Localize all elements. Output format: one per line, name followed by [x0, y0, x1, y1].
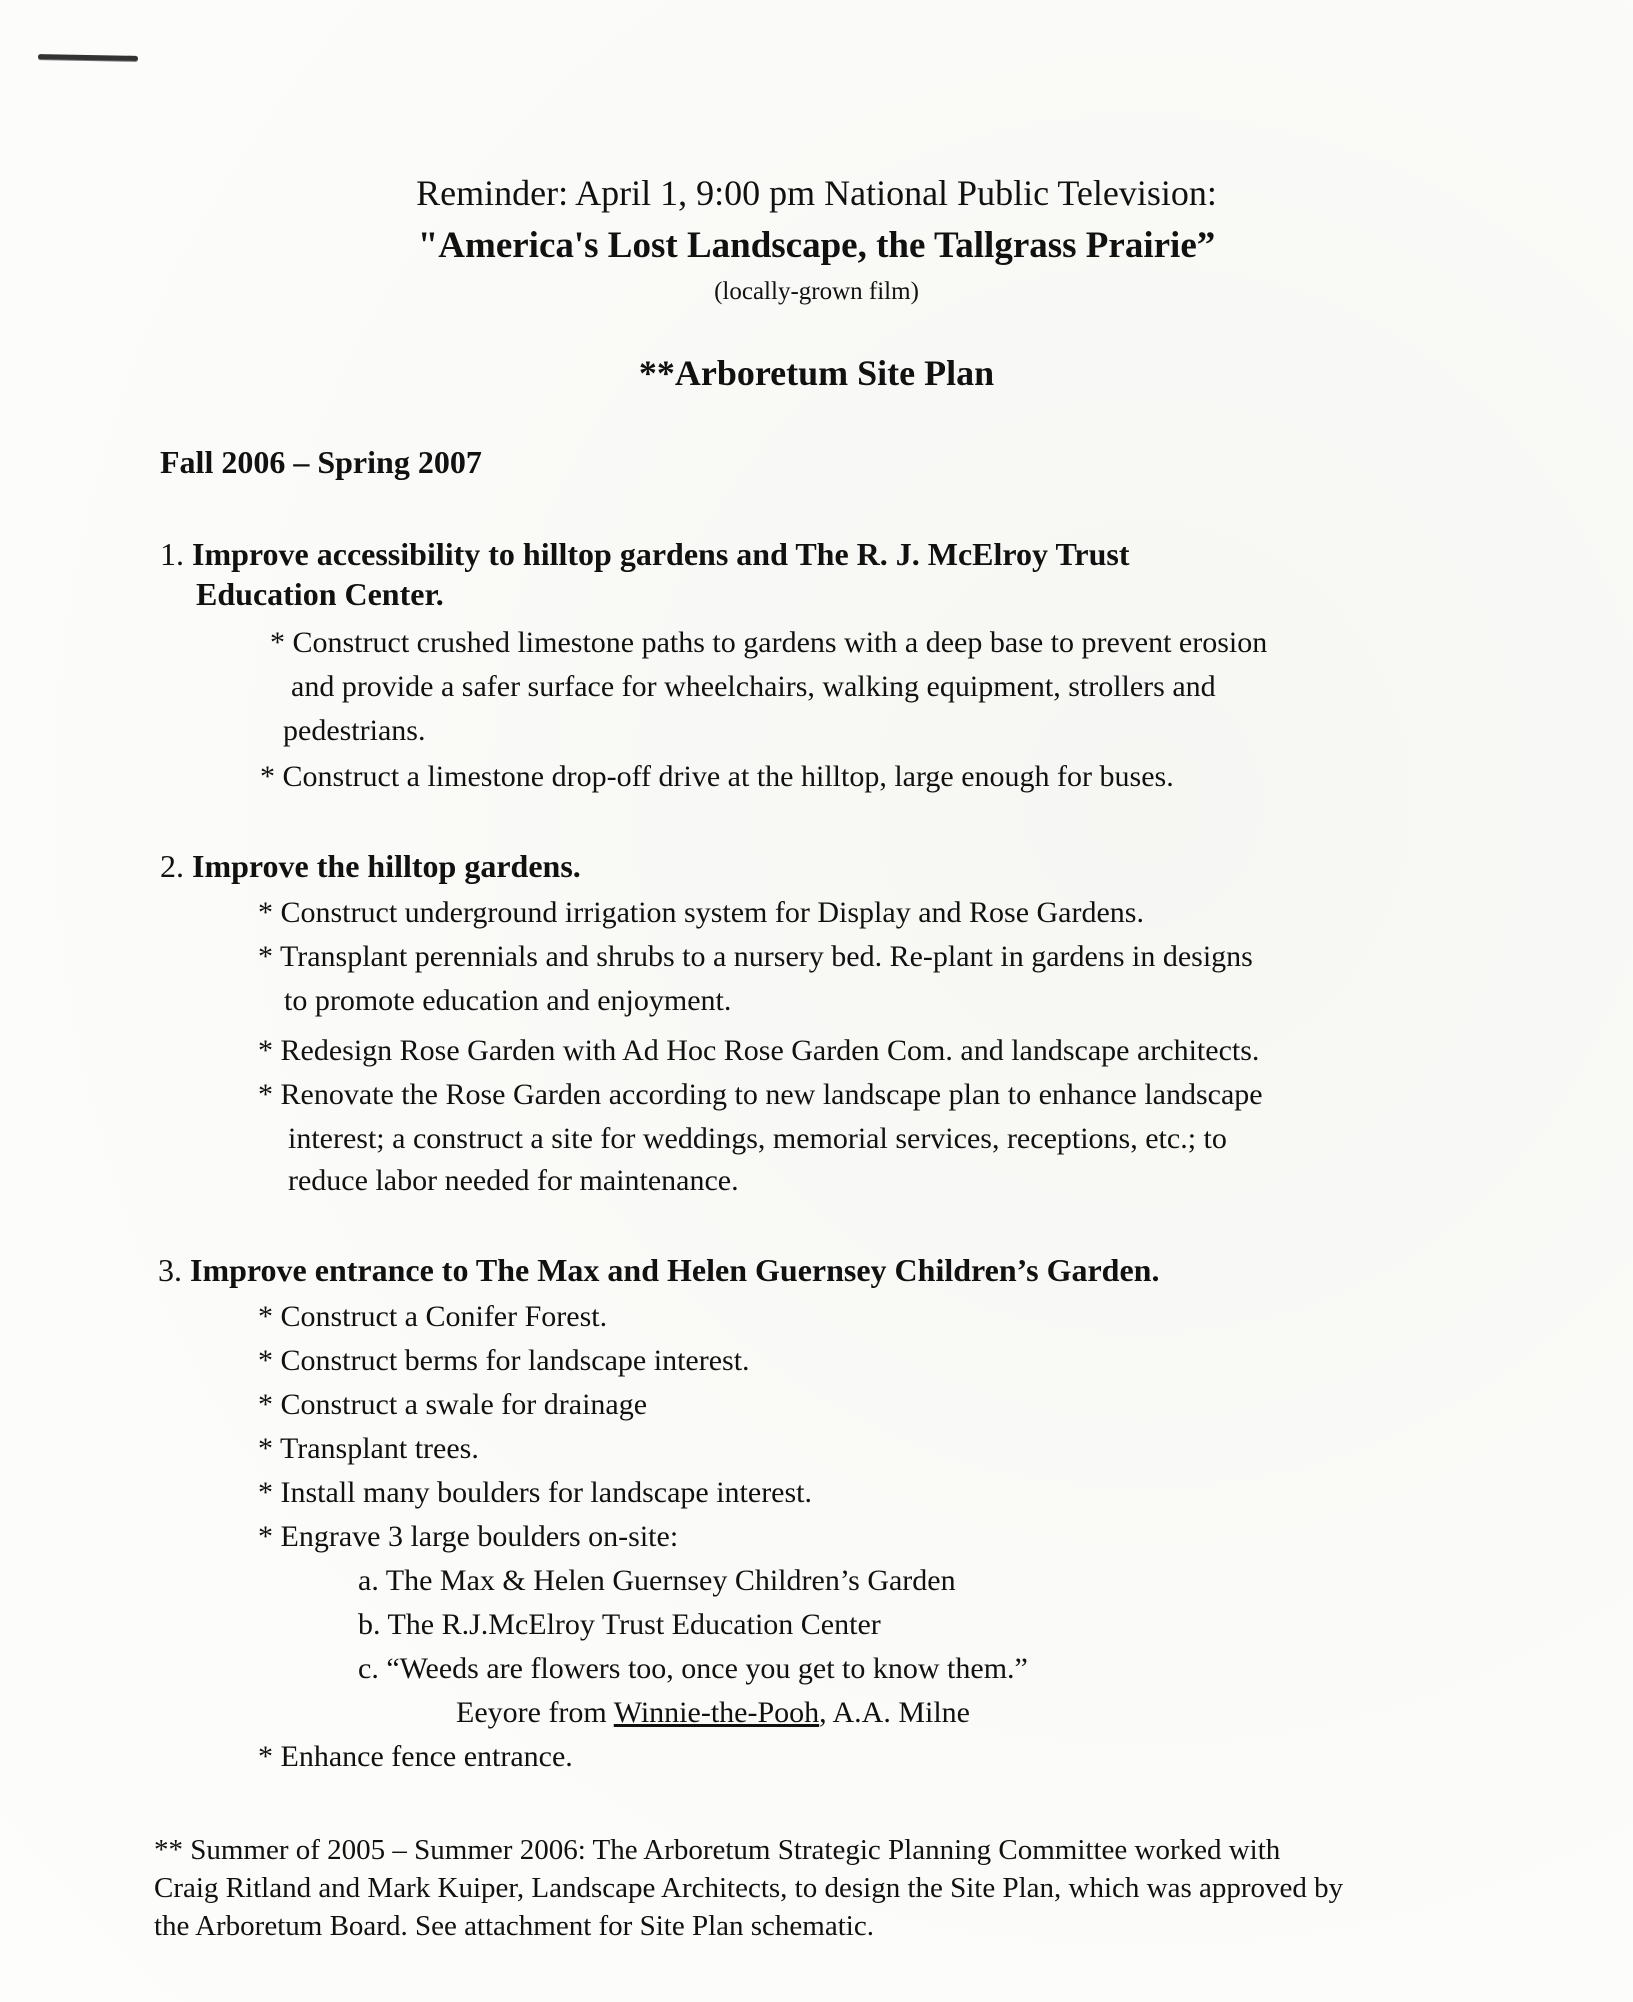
- bullet-line: * Enhance fence entrance.: [258, 1740, 573, 1773]
- quote-attribution: [456, 1696, 970, 1730]
- bullet-line: interest; a construct a site for weddings, memorial services, receptions, etc.; to: [288, 1122, 1227, 1155]
- bullet-line: * Construct crushed limestone paths to gardens with a deep base to prevent erosion: [270, 626, 1268, 659]
- film-title: "America's Lost Landscape, the Tallgrass Prairie”: [417, 225, 1216, 266]
- footnote-line: the Arboretum Board. See attachment for Site Plan schematic.: [154, 1910, 874, 1942]
- section-number: 1.: [160, 536, 184, 572]
- engraving-item: b. The R.J.McElroy Trust Education Center: [358, 1608, 881, 1641]
- bullet-line: * Construct a swale for drainage: [258, 1388, 648, 1421]
- section-title: Improve the hilltop gardens.: [192, 848, 581, 884]
- section-1-heading-cont: Education Center.: [196, 576, 444, 612]
- bullet-line: * Construct a Conifer Forest.: [258, 1300, 608, 1333]
- bullet-line: * Transplant trees.: [258, 1432, 479, 1465]
- bullet-line: * Construct a limestone drop-off drive at the hilltop, large enough for buses.: [260, 760, 1174, 793]
- bullet-line: * Engrave 3 large boulders on-site:: [258, 1520, 679, 1553]
- section-title: Improve accessibility to hilltop gardens and The R. J. McElroy Trust: [192, 536, 1130, 572]
- section-number: 3.: [158, 1252, 182, 1288]
- site-plan-title: **Arboretum Site Plan: [638, 353, 995, 393]
- attribution-suffix: , A.A. Milne: [819, 1696, 970, 1729]
- bullet-line: * Construct underground irrigation system for Display and Rose Gardens.: [258, 896, 1144, 929]
- film-note: (locally-grown film): [714, 278, 919, 305]
- footnote-line: ** Summer of 2005 – Summer 2006: The Arboretum Strategic Planning Committee worked with: [154, 1834, 1281, 1866]
- bullet-line: * Install many boulders for landscape interest.: [258, 1476, 813, 1509]
- tv-reminder: Reminder: April 1, 9:00 pm National Public Television:: [416, 173, 1217, 213]
- period-heading: Fall 2006 – Spring 2007: [160, 444, 482, 480]
- engraving-item: c. “Weeds are flowers too, once you get to know them.”: [358, 1652, 1028, 1685]
- book-title: Winnie-the-Pooh: [613, 1696, 820, 1729]
- footnote-line: Craig Ritland and Mark Kuiper, Landscape Architects, to design the Site Plan, which was approved by: [154, 1872, 1344, 1904]
- bullet-line: to promote education and enjoyment.: [284, 984, 732, 1017]
- section-3-heading: [158, 1252, 1159, 1289]
- section-2-heading: [160, 848, 581, 885]
- bullet-line: * Redesign Rose Garden with Ad Hoc Rose Garden Com. and landscape architects.: [258, 1034, 1260, 1067]
- bullet-line: * Renovate the Rose Garden according to new landscape plan to enhance landscape: [258, 1078, 1263, 1111]
- section-number: 2.: [160, 848, 184, 884]
- attribution-prefix: Eeyore from: [456, 1696, 614, 1729]
- section-title: Improve entrance to The Max and Helen Guernsey Children’s Garden.: [190, 1252, 1160, 1288]
- staple-mark: [38, 54, 138, 61]
- bullet-line: * Construct berms for landscape interest.: [258, 1344, 750, 1377]
- bullet-line: reduce labor needed for maintenance.: [288, 1164, 739, 1197]
- bullet-line: and provide a safer surface for wheelchairs, walking equipment, strollers and: [291, 670, 1216, 703]
- bullet-line: pedestrians.: [283, 714, 426, 747]
- section-1-heading: [160, 536, 1130, 573]
- engraving-item: a. The Max & Helen Guernsey Children’s Garden: [358, 1564, 956, 1597]
- bullet-line: * Transplant perennials and shrubs to a nursery bed. Re-plant in gardens in designs: [258, 940, 1253, 973]
